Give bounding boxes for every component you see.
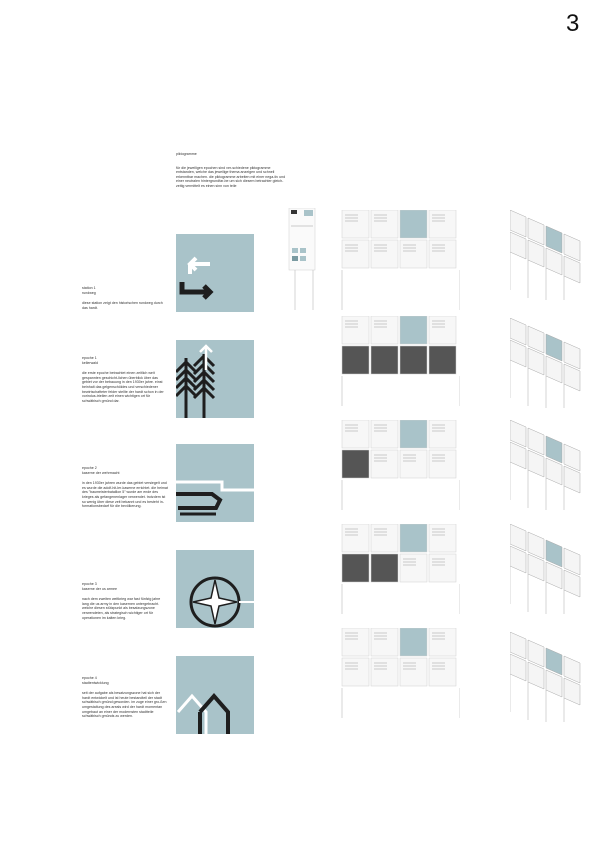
arrows-icon: [176, 234, 254, 312]
board-panel: [429, 316, 456, 344]
board-preview: [340, 524, 460, 619]
board-panel: [400, 420, 427, 448]
station-heading: station 1 rundweg: [82, 286, 96, 295]
station-heading: epoche 1 kellerwald: [82, 356, 98, 365]
board-panel: [429, 210, 456, 238]
board-panel: [400, 450, 427, 478]
trees-icon: [176, 340, 254, 418]
board-panel: [342, 628, 369, 656]
board-panel: [342, 346, 369, 374]
board-panel: [429, 346, 456, 374]
perspective-preview: [510, 420, 590, 515]
poster-strip-preview: [287, 208, 317, 310]
board-panel: [371, 316, 398, 344]
board-panel: [429, 524, 456, 552]
board-panel: [400, 524, 427, 552]
board-panel: [400, 210, 427, 238]
board-preview: [340, 316, 460, 411]
board-panel: [342, 524, 369, 552]
board-panel: [371, 450, 398, 478]
perspective-preview: [510, 210, 590, 305]
station-body: nach dem zweiten weltkrieg war fast fünfzig jahre lang die us army in den kasernen untergebracht. welche diesen stützpunkt als besatzungszone verwendeten, als strategisch wichtiger ort für operationen im kalten krieg.: [82, 597, 161, 620]
board-panel: [342, 210, 369, 238]
intro-body: für die jeweiligen epochen sind ver-schiedene piktogramme entstanden, welche das jeweilige thema anzeigen und schnell erkenntbar machen. die piktogramme arbeiten mit einer nega-tiv und einer neutralen hintergrundfar-be um sich diesem betrachter gleich-zeitig vermittelt es einen sinn von teile: [176, 165, 286, 188]
station-body: diese station zeigt den historischen rundweg durch das hardt.: [82, 301, 163, 310]
board-panel: [371, 240, 398, 268]
board-panel: [371, 420, 398, 448]
board-panel: [400, 346, 427, 374]
station-text-0: [82, 286, 168, 316]
board-panel: [371, 658, 398, 686]
board-panel: [371, 628, 398, 656]
board-panel: [400, 240, 427, 268]
perspective-preview: [510, 632, 590, 727]
board-panel: [400, 658, 427, 686]
board-panel: [342, 658, 369, 686]
perspective-preview: [510, 524, 590, 619]
intro-block: [176, 152, 286, 189]
station-text-1: [82, 356, 168, 409]
board-panel: [342, 554, 369, 582]
board-panel: [429, 240, 456, 268]
page-number: 3: [566, 10, 580, 37]
board-panel: [429, 420, 456, 448]
station-heading: epoche 4 stadtentwicklung: [82, 676, 109, 685]
board-panel: [429, 628, 456, 656]
board-preview: [340, 210, 460, 315]
station-text-2: [82, 466, 168, 515]
compass-star-icon: [176, 550, 254, 628]
intro-title: piktogramme: [176, 152, 197, 156]
board-panel: [429, 658, 456, 686]
board-panel: [371, 554, 398, 582]
station-body: die erste epoche betrachtet einen zeitlich weit gespannten geschicht-lichen überblick über das gebiet vor der bebauung in den 1930er jahre. einst beinhalt das gelgenschöldes und verschiedener bewirtschafteter felder stellte der hardt schon in der vorindus-triellen zeit einen wichtigen ort für schwäbisch gmünd dar.: [82, 371, 164, 403]
station-heading: epoche 2 kaserne der wehrmacht: [82, 466, 120, 475]
station-text-3: [82, 582, 168, 626]
board-preview: [340, 628, 460, 723]
houses-icon: [176, 656, 254, 734]
station-body: in den 1930er jahren wurde das gebiet versiegelt und es wurde die adolf-hit-ler-kaserne errichtet. die heimat des "baumeisterbataillon 5" wurde am ende des krieges als gefangenenlager verwendet. trotzdem ist so wenig über diese zeit bekannt und es besteht in-formationsbedarf für die bevölkerung.: [82, 481, 168, 509]
station-heading: epoche 3 kaserne der us armee: [82, 582, 117, 591]
board-panel: [371, 210, 398, 238]
board-panel: [342, 316, 369, 344]
board-panel: [342, 450, 369, 478]
station-text-4: [82, 676, 168, 725]
tank-icon: [176, 444, 254, 522]
board-panel: [371, 524, 398, 552]
board-panel: [342, 420, 369, 448]
board-panel: [400, 554, 427, 582]
board-panel: [400, 316, 427, 344]
board-panel: [342, 240, 369, 268]
perspective-preview: [510, 318, 590, 413]
board-panel: [400, 628, 427, 656]
board-preview: [340, 420, 460, 515]
board-panel: [429, 450, 456, 478]
station-body: seit der aufgabe als besatzungszone hat sich der hardt entwickelt und ist heute bestandteil der stadt schwäbisch gmünd geworden. im zuge einer gro-ßen umgestaltung des areals wird der hardt momentan umgebaut an einer der modernsten stadtteile schwäbisch gmünds zu werden.: [82, 691, 167, 719]
board-panel: [429, 554, 456, 582]
board-panel: [371, 346, 398, 374]
